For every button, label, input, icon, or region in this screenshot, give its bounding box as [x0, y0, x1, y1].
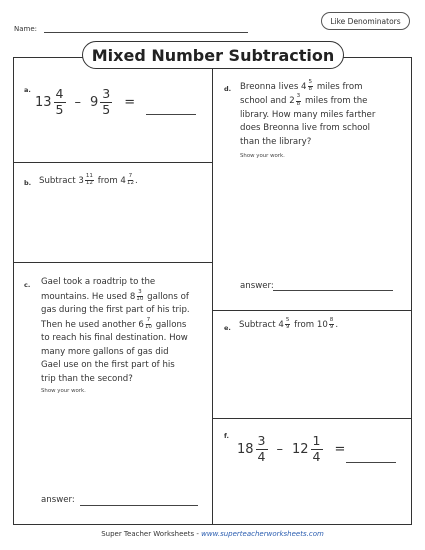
problem-d-answer-label: answer: — [240, 281, 274, 291]
divider-b-c — [14, 262, 212, 263]
problem-f-expression — [237, 435, 345, 463]
footer-brand: Super Teacher Worksheets — [101, 530, 195, 538]
name-label: Name: — [14, 25, 38, 33]
a-fraction-2: $\frac{3}{5}$ — [102, 86, 111, 117]
e-fraction-1: $\frac{5}{9}$ — [285, 317, 290, 331]
f-fraction-1: $\frac{3}{4}$ — [257, 433, 266, 464]
problem-d-text: Breonna lives 4 $\frac{5}{8}$ miles from school and 2 $\frac{3}{8}$ miles from the library. How many miles farther does Breonna live from school than the library? — [240, 79, 376, 148]
problem-a-answer-line[interactable] — [146, 114, 196, 115]
b-fraction-1: $\frac{11}{12}$ — [85, 173, 93, 187]
problem-b-label: b. — [24, 179, 32, 187]
like-denominators-badge: Like Denominators — [321, 12, 410, 30]
e-fraction-2: $\frac{8}{9}$ — [329, 317, 334, 331]
a-fraction-1: $\frac{4}{5}$ — [55, 86, 64, 117]
f-equals: = — [334, 441, 346, 457]
divider-d-e — [212, 310, 411, 311]
problem-d-show-work: Show your work. — [240, 153, 285, 159]
f-minus: – — [276, 441, 283, 457]
c-fraction-2: $\frac{7}{10}$ — [144, 316, 152, 330]
footer-separator: - — [196, 530, 199, 538]
f-whole-1: 18 — [237, 441, 254, 457]
problem-d-answer-line[interactable] — [273, 290, 393, 291]
a-minus: – — [74, 94, 81, 110]
problem-b-text: Subtract 3 $\frac{11}{12}$ from 4 $\frac{7}{12}$ . — [39, 173, 138, 187]
divider-a-b — [14, 162, 212, 163]
problem-a-label: a. — [24, 86, 31, 94]
problem-f-answer-line[interactable] — [346, 462, 396, 463]
name-line[interactable] — [44, 32, 248, 33]
problem-d-label: d. — [224, 85, 232, 93]
problem-c-show-work: Show your work. — [41, 388, 86, 394]
f-whole-2: 12 — [292, 441, 309, 457]
page-title: Mixed Number Subtraction — [82, 41, 344, 69]
d-fraction-1: $\frac{5}{8}$ — [308, 79, 313, 93]
problem-e-text: Subtract 4 $\frac{5}{9}$ from 10 $\frac{8}{9}$ . — [239, 317, 339, 331]
footer — [0, 530, 425, 538]
c-fraction-1: $\frac{3}{10}$ — [136, 288, 144, 302]
divider-e-f — [212, 418, 411, 419]
problem-a-expression — [35, 88, 135, 116]
problem-c-answer-line[interactable] — [80, 505, 198, 506]
f-fraction-2: $\frac{1}{4}$ — [312, 433, 321, 464]
footer-url[interactable]: www.superteacherworksheets.com — [201, 530, 324, 538]
b-fraction-2: $\frac{7}{12}$ — [126, 173, 135, 187]
d-fraction-2: $\frac{3}{8}$ — [296, 93, 301, 107]
a-whole-2: 9 — [90, 94, 99, 110]
problem-e-label: e. — [224, 324, 231, 332]
problem-c-answer-label: answer: — [41, 495, 75, 505]
problem-f-label: f. — [224, 432, 229, 440]
problem-c-label: c. — [24, 281, 31, 289]
a-whole-1: 13 — [35, 94, 52, 110]
a-equals: = — [124, 94, 136, 110]
center-divider — [212, 58, 213, 524]
problem-c-text: Gael took a roadtrip to the mountains. He used 8 $\frac{3}{10}$ gallons of gas during the first part of his trip. Then he used another 6 $\frac{7}{10}$ gallons to reach his final destination. How many more gallons of gas did Gael use on the first part of his trip than the second? — [41, 277, 190, 384]
